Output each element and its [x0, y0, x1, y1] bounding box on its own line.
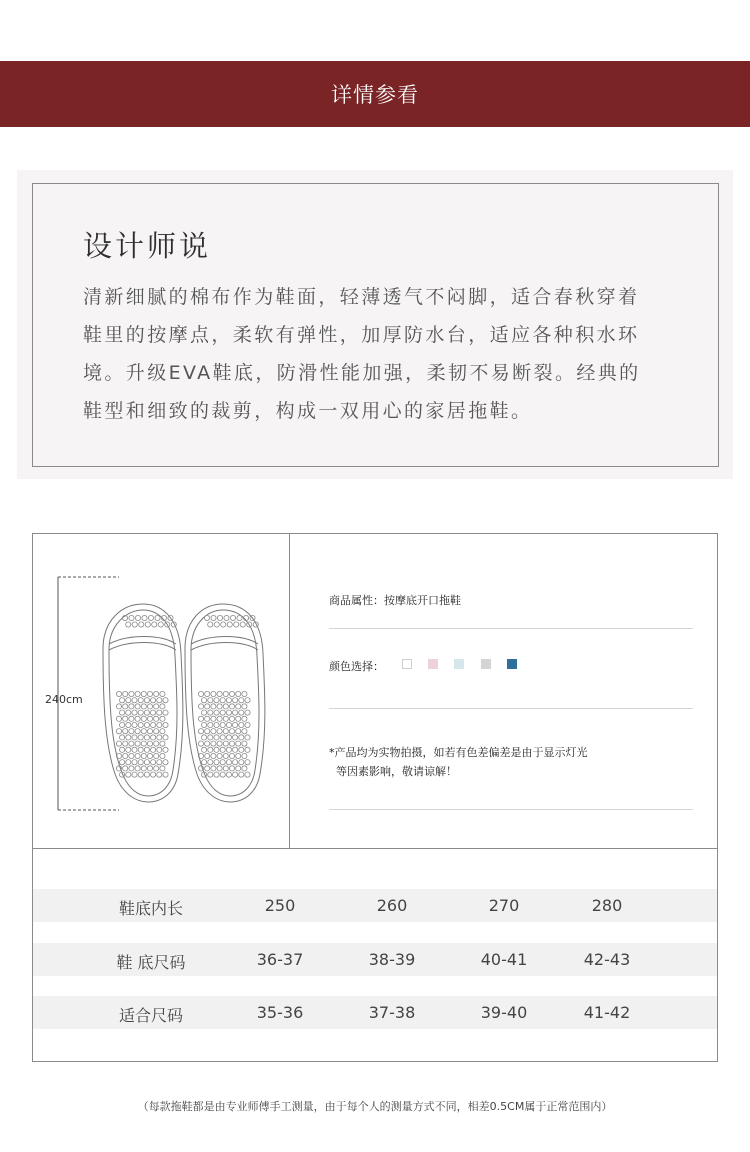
attribute-divider: [329, 628, 693, 629]
massage-dot: [217, 716, 222, 721]
massage-dot: [126, 735, 131, 740]
massage-dot: [214, 722, 219, 727]
dimension-label: 240cm: [45, 693, 83, 706]
massage-dot: [211, 691, 216, 696]
massage-dot: [229, 729, 234, 734]
massage-dot: [223, 691, 228, 696]
massage-dot: [229, 741, 234, 746]
massage-dot: [242, 704, 247, 709]
massage-dot: [138, 698, 143, 703]
massage-dot: [229, 766, 234, 771]
massage-dot: [226, 710, 231, 715]
massage-dot: [154, 766, 159, 771]
massage-dot: [135, 753, 140, 758]
massage-dot: [138, 760, 143, 765]
massage-dot: [239, 772, 244, 777]
massage-dot: [240, 622, 245, 627]
massage-dot: [208, 760, 213, 765]
massage-dot: [154, 691, 159, 696]
massage-dot: [198, 691, 203, 696]
massage-dot: [126, 772, 131, 777]
massage-dot: [202, 722, 207, 727]
massage-dot: [211, 729, 216, 734]
massage-dot: [226, 698, 231, 703]
massage-dot: [245, 772, 250, 777]
massage-dot: [148, 615, 153, 620]
massage-dot: [236, 741, 241, 746]
massage-dot: [126, 760, 131, 765]
massage-dot: [229, 704, 234, 709]
size-cell: 250: [264, 896, 296, 915]
designer-line: 境。升级EVA鞋底，防滑性能加强，柔韧不易断裂。经典的: [83, 362, 641, 384]
massage-dot: [202, 735, 207, 740]
massage-dot: [230, 615, 235, 620]
size-cell: 41-42: [583, 1003, 631, 1022]
massage-dot: [239, 710, 244, 715]
massage-dot: [139, 622, 144, 627]
massage-dot: [160, 729, 165, 734]
massage-dot: [214, 710, 219, 715]
massage-dot: [239, 747, 244, 752]
massage-dot: [135, 729, 140, 734]
massage-dot: [229, 691, 234, 696]
massage-dot: [141, 691, 146, 696]
size-cell: 36-37: [256, 950, 304, 969]
designer-title: 设计师说: [83, 229, 212, 263]
massage-dot: [141, 704, 146, 709]
massage-dot: [160, 741, 165, 746]
massage-dot: [198, 716, 203, 721]
massage-dot: [217, 615, 222, 620]
size-row-label: 适合尺码: [118, 1006, 183, 1025]
massage-dot: [234, 622, 239, 627]
massage-dot: [236, 691, 241, 696]
massage-dot: [151, 747, 156, 752]
massage-dot: [120, 710, 125, 715]
massage-dot: [245, 698, 250, 703]
massage-dot: [239, 735, 244, 740]
massage-dot: [157, 747, 162, 752]
massage-dot: [229, 753, 234, 758]
massage-dot: [208, 747, 213, 752]
massage-dot: [120, 735, 125, 740]
massage-dot: [126, 747, 131, 752]
massage-dot: [144, 747, 149, 752]
massage-dot: [147, 729, 152, 734]
color-swatch-blue[interactable]: [507, 659, 517, 669]
massage-dot: [226, 722, 231, 727]
massage-dot: [205, 741, 210, 746]
massage-dot: [233, 735, 238, 740]
massage-dot: [144, 710, 149, 715]
massage-dot: [205, 766, 210, 771]
massage-dot: [129, 716, 134, 721]
massage-dot: [123, 729, 128, 734]
massage-dot: [151, 772, 156, 777]
massage-dot: [214, 698, 219, 703]
size-row-label: 鞋底内长: [118, 899, 183, 918]
massage-dot: [233, 722, 238, 727]
massage-dot: [141, 741, 146, 746]
massage-dot: [205, 729, 210, 734]
massage-dot: [157, 772, 162, 777]
massage-dot: [236, 716, 241, 721]
size-cell: 260: [376, 896, 408, 915]
massage-dot: [217, 729, 222, 734]
note-line-1: *产品均为实物拍摄，如若有色差偏差是由于显示灯光: [329, 746, 588, 759]
massage-dot: [214, 772, 219, 777]
massage-dot: [211, 716, 216, 721]
massage-dot: [208, 735, 213, 740]
massage-dot: [217, 691, 222, 696]
massage-dot: [198, 729, 203, 734]
massage-dot: [233, 698, 238, 703]
massage-dot: [120, 722, 125, 727]
massage-dot: [223, 741, 228, 746]
massage-dot: [135, 741, 140, 746]
massage-dot: [160, 691, 165, 696]
massage-dot: [154, 741, 159, 746]
size-cell: 270: [488, 896, 520, 915]
massage-dot: [223, 704, 228, 709]
massage-dot: [126, 710, 131, 715]
massage-dot: [141, 766, 146, 771]
massage-dot: [202, 710, 207, 715]
size-row-label: 鞋 底尺码: [116, 953, 186, 972]
massage-dot: [129, 704, 134, 709]
massage-dot: [245, 710, 250, 715]
massage-dot: [242, 741, 247, 746]
massage-dot: [223, 716, 228, 721]
massage-dot: [202, 760, 207, 765]
color-label: 颜色选择：: [329, 660, 384, 673]
slipper-right: [185, 604, 265, 802]
color-swatch-grey[interactable]: [481, 659, 491, 669]
massage-dot: [226, 747, 231, 752]
massage-dot: [144, 722, 149, 727]
massage-dot: [233, 760, 238, 765]
size-cell: 35-36: [256, 1003, 304, 1022]
massage-dot: [120, 760, 125, 765]
massage-dot: [220, 760, 225, 765]
massage-dot: [132, 772, 137, 777]
massage-dot: [126, 698, 131, 703]
massage-dot: [151, 735, 156, 740]
massage-dot: [245, 747, 250, 752]
massage-dot: [116, 729, 121, 734]
massage-dot: [132, 698, 137, 703]
massage-dot: [132, 760, 137, 765]
size-cell: 42-43: [583, 950, 631, 969]
massage-dot: [126, 622, 131, 627]
massage-dot: [163, 722, 168, 727]
massage-dot: [145, 622, 150, 627]
massage-dot: [123, 753, 128, 758]
massage-dot: [147, 741, 152, 746]
massage-dot: [157, 722, 162, 727]
massage-dot: [123, 691, 128, 696]
product-attribute: 商品属性：按摩底开口拖鞋: [329, 594, 461, 607]
massage-dot: [141, 729, 146, 734]
massage-dot: [208, 722, 213, 727]
massage-dot: [135, 615, 140, 620]
massage-dot: [144, 735, 149, 740]
massage-dot: [138, 747, 143, 752]
massage-dot: [205, 691, 210, 696]
massage-dot: [151, 722, 156, 727]
spec-horizontal-divider: [33, 848, 717, 849]
massage-dot: [208, 622, 213, 627]
massage-dot: [123, 766, 128, 771]
massage-dot: [217, 766, 222, 771]
massage-dot: [120, 698, 125, 703]
banner-title: 详情参看: [331, 83, 419, 107]
massage-dot: [144, 772, 149, 777]
massage-dot: [123, 704, 128, 709]
massage-dot: [132, 622, 137, 627]
massage-dot: [158, 622, 163, 627]
massage-dot: [116, 691, 121, 696]
massage-dot: [214, 735, 219, 740]
massage-dot: [211, 704, 216, 709]
designer-description: [83, 278, 683, 430]
color-swatch-light-blue[interactable]: [454, 659, 464, 669]
massage-dot: [154, 729, 159, 734]
massage-dot: [147, 753, 152, 758]
massage-dot: [141, 716, 146, 721]
massage-dot: [151, 760, 156, 765]
massage-dot: [202, 698, 207, 703]
massage-dot: [135, 716, 140, 721]
massage-dot: [226, 735, 231, 740]
massage-dot: [138, 772, 143, 777]
massage-dot: [132, 722, 137, 727]
slipper-illustration: [33, 534, 289, 848]
massage-dot: [214, 747, 219, 752]
massage-dot: [126, 722, 131, 727]
massage-dot: [202, 747, 207, 752]
massage-dot: [236, 766, 241, 771]
detail-banner: [0, 61, 750, 127]
massage-dot: [198, 704, 203, 709]
massage-dot: [224, 615, 229, 620]
massage-dot: [220, 710, 225, 715]
massage-dot: [214, 760, 219, 765]
massage-dot: [152, 622, 157, 627]
massage-dot: [116, 716, 121, 721]
massage-dot: [120, 747, 125, 752]
massage-dot: [211, 615, 216, 620]
massage-dot: [214, 622, 219, 627]
massage-dot: [116, 741, 121, 746]
massage-dot: [160, 704, 165, 709]
size-cell: 38-39: [368, 950, 416, 969]
massage-dot: [208, 710, 213, 715]
massage-dot: [123, 716, 128, 721]
massage-dot: [227, 622, 232, 627]
massage-dot: [223, 766, 228, 771]
massage-dot: [205, 753, 210, 758]
massage-dot: [220, 698, 225, 703]
massage-dot: [163, 747, 168, 752]
massage-dot: [163, 710, 168, 715]
massage-dot: [160, 753, 165, 758]
size-cell: 37-38: [368, 1003, 416, 1022]
massage-dot: [157, 698, 162, 703]
massage-dot: [223, 729, 228, 734]
massage-dot: [237, 615, 242, 620]
massage-dot: [132, 735, 137, 740]
massage-dot: [151, 698, 156, 703]
massage-dot: [155, 615, 160, 620]
massage-dot: [163, 698, 168, 703]
slipper-left: [103, 604, 183, 802]
massage-dot: [123, 741, 128, 746]
massage-dot: [135, 691, 140, 696]
note-line-2: 等因素影响，敬请谅解！: [336, 765, 457, 778]
massage-dot: [220, 772, 225, 777]
massage-dot: [242, 729, 247, 734]
designer-line: 鞋型和细致的裁剪，构成一双用心的家居拖鞋。: [83, 400, 533, 422]
color-swatch-pink[interactable]: [428, 659, 438, 669]
massage-dot: [242, 716, 247, 721]
measurement-footnote: （每款拖鞋都是由专业师傅手工测量，由于每个人的测量方式不同，相差0.5CM属于正常范围内）: [137, 1100, 613, 1113]
massage-dot: [129, 729, 134, 734]
massage-dot: [233, 710, 238, 715]
massage-dot: [135, 766, 140, 771]
massage-dot: [211, 766, 216, 771]
massage-dot: [239, 698, 244, 703]
massage-dot: [129, 753, 134, 758]
massage-dot: [220, 747, 225, 752]
massage-dot: [245, 722, 250, 727]
designer-line: 鞋里的按摩点，柔软有弹性，加厚防水台，适应各种积水环: [83, 324, 640, 346]
massage-dot: [129, 766, 134, 771]
massage-dot: [221, 622, 226, 627]
massage-dot: [211, 753, 216, 758]
massage-dot: [205, 704, 210, 709]
massage-dot: [233, 747, 238, 752]
massage-dot: [236, 704, 241, 709]
massage-dot: [226, 760, 231, 765]
massage-dot: [239, 722, 244, 727]
massage-dot: [135, 704, 140, 709]
massage-dot: [226, 772, 231, 777]
massage-dot: [132, 747, 137, 752]
massage-dot: [236, 753, 241, 758]
designer-line: 清新细腻的棉布作为鞋面，轻薄透气不闷脚，适合春秋穿着: [83, 286, 640, 308]
color-divider: [329, 708, 693, 709]
spec-vertical-divider: [289, 534, 290, 848]
massage-dot: [217, 741, 222, 746]
massage-dot: [217, 753, 222, 758]
massage-dot: [163, 760, 168, 765]
massage-dot: [229, 716, 234, 721]
massage-dot: [141, 753, 146, 758]
massage-dot: [239, 760, 244, 765]
massage-dot: [242, 691, 247, 696]
spec-panel: [32, 533, 718, 1062]
massage-dot: [151, 710, 156, 715]
massage-dot: [144, 760, 149, 765]
size-cell: 40-41: [480, 950, 528, 969]
massage-dot: [233, 772, 238, 777]
massage-dot: [242, 766, 247, 771]
massage-dot: [160, 716, 165, 721]
massage-dot: [147, 766, 152, 771]
designer-section: [32, 183, 719, 467]
color-swatch-white[interactable]: [402, 659, 412, 669]
massage-dot: [138, 735, 143, 740]
massage-dot: [198, 741, 203, 746]
massage-dot: [142, 615, 147, 620]
massage-dot: [147, 716, 152, 721]
size-cell: 280: [591, 896, 623, 915]
size-cell: 39-40: [480, 1003, 528, 1022]
massage-dot: [147, 691, 152, 696]
massage-dot: [154, 753, 159, 758]
massage-dot: [217, 704, 222, 709]
massage-dot: [154, 704, 159, 709]
note-divider: [329, 809, 693, 810]
massage-dot: [208, 698, 213, 703]
massage-dot: [157, 710, 162, 715]
massage-dot: [129, 615, 134, 620]
massage-dot: [236, 729, 241, 734]
massage-dot: [163, 772, 168, 777]
massage-dot: [129, 741, 134, 746]
massage-dot: [157, 760, 162, 765]
massage-dot: [129, 691, 134, 696]
massage-dot: [144, 698, 149, 703]
massage-dot: [163, 735, 168, 740]
massage-dot: [147, 704, 152, 709]
massage-dot: [160, 766, 165, 771]
massage-dot: [208, 772, 213, 777]
massage-dot: [157, 735, 162, 740]
massage-dot: [245, 760, 250, 765]
massage-dot: [132, 710, 137, 715]
massage-dot: [204, 615, 209, 620]
massage-dot: [211, 741, 216, 746]
massage-dot: [223, 753, 228, 758]
massage-dot: [205, 716, 210, 721]
massage-dot: [242, 753, 247, 758]
massage-dot: [245, 735, 250, 740]
massage-dot: [220, 735, 225, 740]
massage-dot: [154, 716, 159, 721]
massage-dot: [138, 722, 143, 727]
massage-dot: [116, 704, 121, 709]
massage-dot: [138, 710, 143, 715]
massage-dot: [220, 722, 225, 727]
